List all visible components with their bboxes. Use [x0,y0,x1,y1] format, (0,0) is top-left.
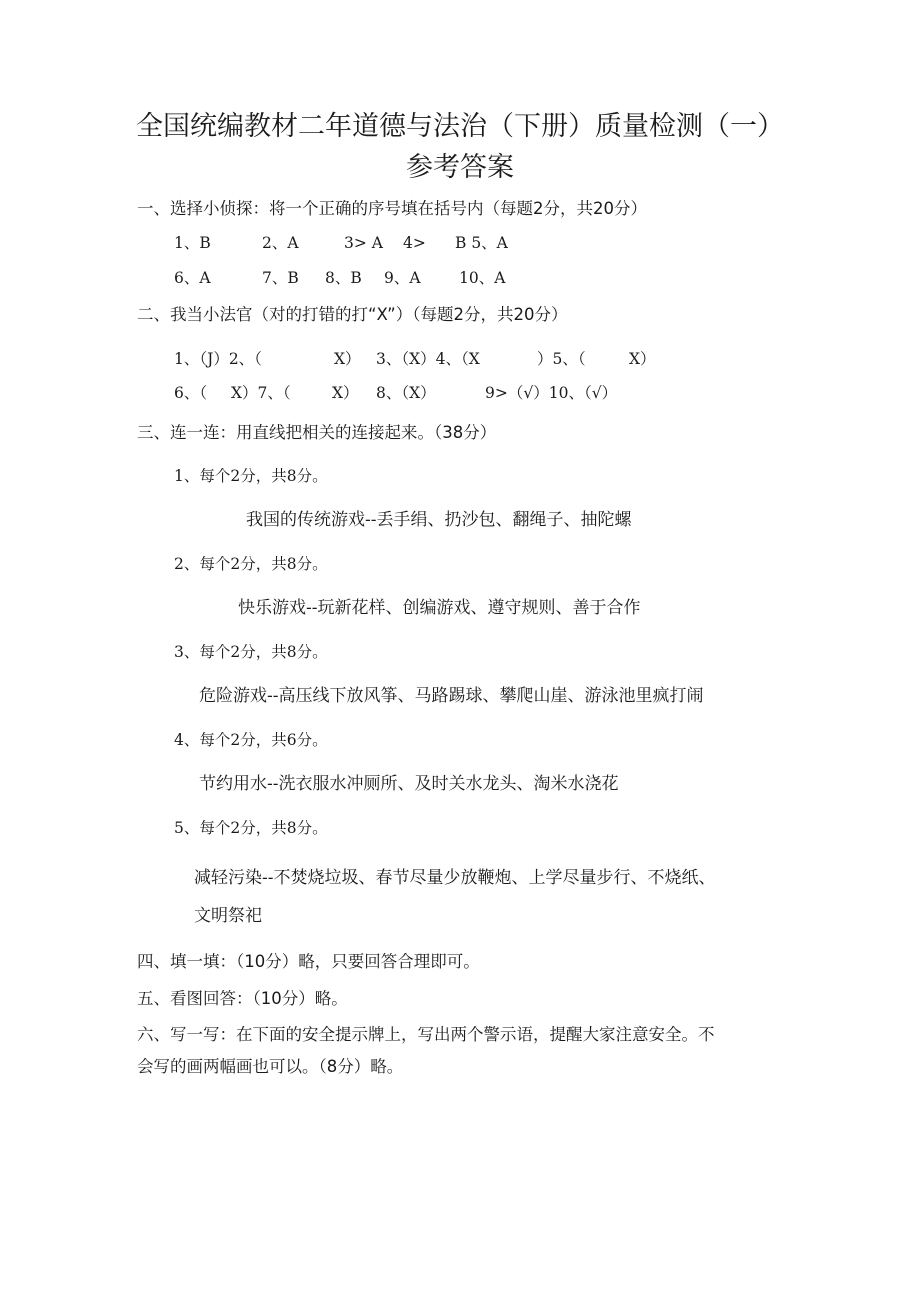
item-5-score: 5、每个2分，共8分。 [174,819,328,837]
answer-item: 7、B [262,269,299,287]
item-1-score: 1、每个2分，共8分。 [174,467,328,485]
answer-item: 1、B [174,234,211,252]
answer-item: 3、（X）4、（X [376,350,480,368]
answer-item: 9、A [384,269,421,287]
answer-item: ）5、（ [537,350,586,368]
answer-item: 9>（√）10、（√） [485,384,618,402]
answer-item: 6、A [174,269,211,287]
answer-item: 4> [403,234,426,252]
answer-item: 8、B [325,269,362,287]
answer-item: 3> A [344,234,383,252]
item-4-detail: 节约用水--洗衣服水冲厕所、及时关水龙头、淘米水浇花 [199,774,619,794]
section-1-heading: 一、选择小侦探：将一个正确的序号填在括号内（每题2分，共20分） [137,199,647,218]
item-2-detail: 快乐游戏--玩新花样、创编游戏、遵守规则、善于合作 [238,598,641,618]
answer-item: X） [334,350,361,368]
answer-item: B 5、A [455,234,508,252]
item-5-detail-continued: 文明祭祀 [194,906,262,926]
document-subtitle: 参考答案 [406,152,514,183]
item-2-score: 2、每个2分，共8分。 [174,555,328,573]
item-3-score: 3、每个2分，共8分。 [174,643,328,661]
section-4-heading: 四、填一填：（10分）略，只要回答合理即可。 [137,952,480,971]
section-6-heading: 六、写一写：在下面的安全提示牌上，写出两个警示语，提醒大家注意安全。不 [137,1025,715,1044]
item-4-score: 4、每个2分，共6分。 [174,731,328,749]
section-3-heading: 三、连一连：用直线把相关的连接起来。（38分） [137,423,497,442]
answer-item: X） [629,350,656,368]
answer-item: 2、A [262,234,299,252]
answer-item: 10、A [459,269,506,287]
answer-item: 1、（J）2、（ [174,350,262,368]
section-2-heading: 二、我当小法官（对的打错的打“X”）（每题2分，共20分） [137,305,568,324]
section-5-heading: 五、看图回答：（10分）略。 [137,989,348,1008]
section-6-heading-continued: 会写的画两幅画也可以。（8分）略。 [137,1057,404,1076]
item-1-detail: 我国的传统游戏--丢手绢、扔沙包、翻绳子、抽陀螺 [246,510,632,530]
item-3-detail: 危险游戏--高压线下放风筝、马路踢球、攀爬山崖、游泳池里疯打闹 [199,686,704,706]
answer-item: X） [332,384,359,402]
answer-item: 6、（ [174,384,208,402]
answer-item: 8、（X） [376,384,436,402]
answer-item: X）7、（ [231,384,291,402]
item-5-detail: 减轻污染--不焚烧垃圾、春节尽量少放鞭炮、上学尽量步行、不烧纸、 [194,868,716,888]
document-title: 全国统编教材二年道德与法治（下册）质量检测（一） [136,111,784,142]
